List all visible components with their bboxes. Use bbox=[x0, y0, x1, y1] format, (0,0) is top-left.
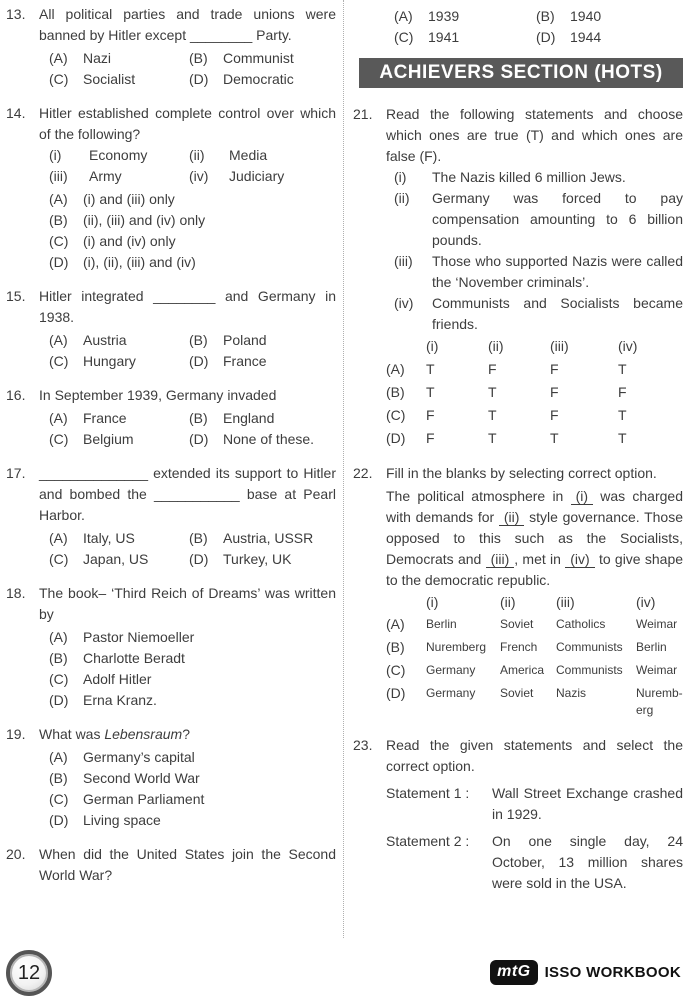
option-text: Belgium bbox=[83, 431, 134, 447]
option-a bbox=[49, 189, 336, 210]
statement-label: (i) bbox=[394, 169, 407, 185]
cell: French bbox=[500, 640, 538, 654]
option-text: Italy, US bbox=[83, 530, 135, 546]
option-d bbox=[189, 351, 336, 372]
question-text: Read the given statements and select the correct option. bbox=[386, 737, 683, 774]
subitem-iv bbox=[189, 166, 336, 187]
question-number: 20. bbox=[6, 846, 26, 862]
option-label: (A) bbox=[49, 332, 68, 348]
right-column bbox=[353, 4, 683, 907]
option-c bbox=[394, 27, 536, 48]
question-text-italic: Lebensraum bbox=[104, 726, 183, 742]
options bbox=[49, 330, 336, 372]
question-text: ______________ extended its support to Hitler and bombed the ___________ base at Pearl Harbor. bbox=[39, 465, 336, 523]
option-c bbox=[49, 351, 189, 372]
option-label: (C) bbox=[49, 791, 69, 807]
option-label: (B) bbox=[189, 50, 208, 66]
row-label: (C) bbox=[386, 662, 406, 678]
cell: Berlin bbox=[636, 640, 667, 654]
question-text: Hitler integrated ________ and Germany in 1938. bbox=[39, 288, 336, 325]
option-text: (i) and (iv) only bbox=[83, 233, 176, 249]
statement-label: Statement 1 : bbox=[386, 785, 470, 801]
para-text: was charged with demands for bbox=[386, 488, 683, 525]
subitem-label: (i) bbox=[49, 147, 62, 163]
option-c bbox=[49, 549, 189, 570]
options bbox=[39, 627, 336, 711]
question-number: 17. bbox=[6, 465, 26, 481]
question-number: 21. bbox=[353, 106, 373, 122]
cell: T bbox=[618, 407, 627, 423]
question-number: 15. bbox=[6, 288, 26, 304]
fill-blank-paragraph bbox=[386, 486, 683, 591]
cell: F bbox=[426, 407, 435, 423]
statement-text: Wall Street Exchange crashed in 1929. bbox=[492, 785, 683, 822]
question-number: 19. bbox=[6, 726, 26, 742]
statement-iv bbox=[394, 293, 683, 335]
blank-iii: (iii) bbox=[486, 551, 515, 568]
para-text: The political atmosphere in bbox=[386, 488, 571, 504]
page-number: 12 bbox=[17, 961, 41, 984]
cell: F bbox=[618, 384, 627, 400]
header-ii: (ii) bbox=[488, 338, 504, 354]
option-text: Hungary bbox=[83, 353, 136, 369]
option-text: France bbox=[83, 410, 127, 426]
header-i: (i) bbox=[426, 594, 439, 610]
para-text: , met in bbox=[514, 551, 566, 567]
subitems bbox=[49, 145, 336, 187]
cell: T bbox=[488, 384, 497, 400]
row-label: (A) bbox=[386, 616, 405, 632]
option-label: (A) bbox=[49, 50, 68, 66]
question-17 bbox=[6, 463, 336, 570]
option-label: (B) bbox=[49, 650, 68, 666]
question-16 bbox=[6, 385, 336, 450]
cell: Nuremberg bbox=[426, 640, 487, 654]
question-number: 23. bbox=[353, 737, 373, 753]
statement-ii bbox=[394, 188, 683, 251]
option-text: Democratic bbox=[223, 71, 294, 87]
option-a bbox=[394, 6, 536, 27]
question-13 bbox=[6, 4, 336, 90]
subitem-label: (ii) bbox=[189, 147, 205, 163]
options-row-a bbox=[386, 613, 683, 636]
option-text: Pastor Niemoeller bbox=[83, 629, 195, 645]
section-banner: ACHIEVERS SECTION (HOTS) bbox=[359, 58, 683, 88]
option-text: (i) and (iii) only bbox=[83, 191, 175, 207]
option-a bbox=[49, 528, 189, 549]
page-number-badge bbox=[6, 950, 52, 996]
cell: T bbox=[426, 384, 435, 400]
question-18 bbox=[6, 583, 336, 711]
question-number: 16. bbox=[6, 387, 26, 403]
question-20-options bbox=[353, 4, 683, 48]
options-row-d bbox=[386, 682, 683, 722]
cell: T bbox=[488, 430, 497, 446]
cell: T bbox=[618, 430, 627, 446]
tf-row-a bbox=[386, 358, 683, 381]
options bbox=[394, 6, 683, 48]
option-label: (D) bbox=[189, 353, 209, 369]
tf-row-d bbox=[386, 427, 683, 450]
question-21 bbox=[353, 104, 683, 450]
row-label: (D) bbox=[386, 685, 406, 701]
cell: Weimar bbox=[636, 617, 678, 631]
option-label: (D) bbox=[49, 254, 69, 270]
subitem-label: (iv) bbox=[189, 168, 209, 184]
cell: F bbox=[426, 430, 435, 446]
question-number: 22. bbox=[353, 465, 373, 481]
spacer bbox=[353, 4, 386, 48]
mtg-logo: mtG bbox=[490, 960, 538, 985]
option-c bbox=[49, 231, 336, 252]
option-label: (A) bbox=[49, 629, 68, 645]
para-text: to give shape to the democratic republic. bbox=[386, 551, 684, 588]
cell: F bbox=[550, 361, 559, 377]
header-ii: (ii) bbox=[500, 594, 516, 610]
cell: Weimar bbox=[636, 663, 678, 677]
subitem-i bbox=[49, 145, 189, 166]
option-text: Austria, USSR bbox=[223, 530, 314, 546]
cell: T bbox=[618, 361, 627, 377]
row-label: (A) bbox=[386, 361, 405, 377]
statement-i bbox=[394, 167, 683, 188]
option-c bbox=[49, 429, 189, 450]
option-c bbox=[49, 669, 336, 690]
option-label: (C) bbox=[49, 71, 69, 87]
workbook-title: ISSO WORKBOOK bbox=[544, 964, 681, 981]
cell: America bbox=[500, 663, 545, 677]
question-14 bbox=[6, 103, 336, 273]
option-text: None of these. bbox=[223, 431, 315, 447]
option-text: Germany’s capital bbox=[83, 749, 195, 765]
option-text: Poland bbox=[223, 332, 267, 348]
options-row-c bbox=[386, 659, 683, 682]
cell: Berlin bbox=[426, 617, 457, 631]
subitem-label: (iii) bbox=[49, 168, 68, 184]
header-i: (i) bbox=[426, 338, 439, 354]
row-label: (B) bbox=[386, 639, 405, 655]
question-text: Hitler established complete control over which of the following? bbox=[39, 105, 336, 142]
cell: Nazis bbox=[556, 686, 587, 700]
footer-brand bbox=[490, 960, 681, 985]
cell: F bbox=[550, 384, 559, 400]
option-text: 1940 bbox=[570, 8, 602, 24]
statement-2 bbox=[386, 831, 683, 894]
option-label: (D) bbox=[536, 29, 556, 45]
statement-label: (iii) bbox=[394, 253, 413, 269]
cell: T bbox=[550, 430, 559, 446]
option-label: (B) bbox=[189, 410, 208, 426]
option-text: (ii), (iii) and (iv) only bbox=[83, 212, 206, 228]
row-label: (D) bbox=[386, 430, 406, 446]
option-label: (C) bbox=[394, 29, 414, 45]
option-text: Socialist bbox=[83, 71, 136, 87]
question-number: 13. bbox=[6, 6, 26, 22]
cell: Catholics bbox=[556, 617, 606, 631]
option-label: (B) bbox=[49, 770, 68, 786]
cell: Soviet bbox=[500, 686, 534, 700]
option-label: (D) bbox=[189, 431, 209, 447]
question-23 bbox=[353, 735, 683, 894]
option-b bbox=[189, 48, 336, 69]
options bbox=[49, 408, 336, 450]
option-d bbox=[189, 69, 336, 90]
cell: Nuremb-erg bbox=[636, 686, 683, 717]
option-b bbox=[189, 408, 336, 429]
option-c bbox=[49, 69, 189, 90]
option-text: 1944 bbox=[570, 29, 602, 45]
option-label: (C) bbox=[49, 551, 69, 567]
header-spacer bbox=[386, 335, 426, 358]
options-row-b bbox=[386, 636, 683, 659]
statement-1 bbox=[386, 783, 683, 825]
option-text: Austria bbox=[83, 332, 127, 348]
option-label: (D) bbox=[189, 551, 209, 567]
option-label: (C) bbox=[49, 353, 69, 369]
question-text bbox=[39, 724, 336, 745]
option-text: England bbox=[223, 410, 275, 426]
option-b bbox=[49, 768, 336, 789]
subitem-text: Economy bbox=[89, 147, 148, 163]
option-text: Adolf Hitler bbox=[83, 671, 152, 687]
option-text: Erna Kranz. bbox=[83, 692, 157, 708]
header-iv: (iv) bbox=[618, 338, 638, 354]
question-text: Read the following statements and choose which ones are true (T) and which ones are false (F). bbox=[386, 106, 683, 164]
tf-row-b bbox=[386, 381, 683, 404]
option-label: (B) bbox=[189, 332, 208, 348]
cell: Communists bbox=[556, 640, 623, 654]
option-b bbox=[189, 330, 336, 351]
header-iii: (iii) bbox=[550, 338, 569, 354]
statement-label: (ii) bbox=[394, 190, 410, 206]
question-19 bbox=[6, 724, 336, 831]
option-text: German Parliament bbox=[83, 791, 205, 807]
question-text: All political parties and trade unions were banned by Hitler except ________ Party. bbox=[39, 6, 336, 43]
subitem-ii bbox=[189, 145, 336, 166]
option-a bbox=[49, 408, 189, 429]
option-text: Charlotte Beradt bbox=[83, 650, 185, 666]
header-iv: (iv) bbox=[636, 594, 656, 610]
header-spacer bbox=[386, 591, 426, 613]
option-b bbox=[49, 648, 336, 669]
statement-iii bbox=[394, 251, 683, 293]
option-label: (B) bbox=[189, 530, 208, 546]
question-number: 14. bbox=[6, 105, 26, 121]
option-label: (A) bbox=[49, 410, 68, 426]
option-label: (D) bbox=[49, 692, 69, 708]
option-label: (A) bbox=[49, 530, 68, 546]
statement-label: Statement 2 : bbox=[386, 833, 470, 849]
option-a bbox=[49, 747, 336, 768]
cell: F bbox=[488, 361, 497, 377]
statement-text: Germany was forced to pay compensation amounting to 6 billion pounds. bbox=[432, 190, 683, 248]
question-text-suffix: ? bbox=[182, 726, 190, 742]
option-text: Japan, US bbox=[83, 551, 149, 567]
statement-text: On one single day, 24 October, 13 million shares were sold in the USA. bbox=[492, 833, 683, 891]
option-label: (B) bbox=[536, 8, 555, 24]
subitem-iii bbox=[49, 166, 189, 187]
option-text: France bbox=[223, 353, 267, 369]
cell: T bbox=[488, 407, 497, 423]
cell: Germany bbox=[426, 686, 476, 700]
question-20 bbox=[6, 844, 336, 886]
options bbox=[49, 528, 336, 570]
row-label: (B) bbox=[386, 384, 405, 400]
option-d bbox=[49, 810, 336, 831]
blank-i: (i) bbox=[571, 488, 593, 505]
question-text: In September 1939, Germany invaded bbox=[39, 387, 277, 403]
option-d bbox=[49, 252, 336, 273]
subitem-text: Judiciary bbox=[229, 168, 285, 184]
option-text: Nazi bbox=[83, 50, 112, 66]
option-label: (A) bbox=[49, 749, 68, 765]
cell: Communists bbox=[556, 663, 623, 677]
blank-iv: (iv) bbox=[565, 551, 594, 568]
blank-ii: (ii) bbox=[499, 509, 525, 526]
option-label: (D) bbox=[189, 71, 209, 87]
tf-table-header bbox=[386, 335, 683, 358]
option-label: (B) bbox=[49, 212, 68, 228]
option-label: (C) bbox=[49, 431, 69, 447]
column-divider bbox=[343, 0, 344, 938]
cell: Soviet bbox=[500, 617, 534, 631]
para-text: style governance. Those opposed to this such as the Socialists, Democrats and bbox=[386, 509, 683, 567]
option-label: (A) bbox=[394, 8, 413, 24]
option-label: (C) bbox=[49, 671, 69, 687]
option-text: Turkey, UK bbox=[223, 551, 292, 567]
option-b bbox=[189, 528, 336, 549]
option-d bbox=[189, 549, 336, 570]
question-text: The book– ‘Third Reich of Dreams’ was written by bbox=[39, 585, 336, 622]
options bbox=[39, 189, 336, 273]
option-label: (C) bbox=[49, 233, 69, 249]
option-text: (i), (ii), (iii) and (iv) bbox=[83, 254, 196, 270]
option-a bbox=[49, 48, 189, 69]
option-a bbox=[49, 330, 189, 351]
options bbox=[49, 48, 336, 90]
option-d bbox=[536, 27, 683, 48]
question-22 bbox=[353, 463, 683, 722]
question-number: 18. bbox=[6, 585, 26, 601]
option-text: Communist bbox=[223, 50, 294, 66]
statement-text: The Nazis killed 6 million Jews. bbox=[432, 169, 626, 185]
statement-text: Communists and Socialists became friends. bbox=[432, 295, 683, 332]
statement-label: (iv) bbox=[394, 295, 414, 311]
options bbox=[39, 747, 336, 831]
options-table-header bbox=[386, 591, 683, 613]
subitem-text: Media bbox=[229, 147, 268, 163]
option-c bbox=[49, 789, 336, 810]
option-b bbox=[536, 6, 683, 27]
option-label: (D) bbox=[49, 812, 69, 828]
subitem-text: Army bbox=[89, 168, 122, 184]
option-text: 1939 bbox=[428, 8, 460, 24]
option-d bbox=[49, 690, 336, 711]
question-15 bbox=[6, 286, 336, 372]
question-text: Fill in the blanks by selecting correct option. bbox=[386, 465, 657, 481]
option-text: Living space bbox=[83, 812, 161, 828]
cell: F bbox=[550, 407, 559, 423]
option-label: (A) bbox=[49, 191, 68, 207]
header-iii: (iii) bbox=[556, 594, 575, 610]
row-label: (C) bbox=[386, 407, 406, 423]
question-text-prefix: What was bbox=[39, 726, 105, 742]
left-column bbox=[6, 4, 336, 899]
statement-text: Those who supported Nazis were called the ‘November criminals’. bbox=[432, 253, 683, 290]
cell: T bbox=[426, 361, 435, 377]
tf-row-c bbox=[386, 404, 683, 427]
option-text: Second World War bbox=[83, 770, 200, 786]
question-text: When did the United States join the Second World War? bbox=[39, 846, 336, 883]
option-b bbox=[49, 210, 336, 231]
cell: Germany bbox=[426, 663, 476, 677]
option-text: 1941 bbox=[428, 29, 460, 45]
option-a bbox=[49, 627, 336, 648]
option-d bbox=[189, 429, 336, 450]
